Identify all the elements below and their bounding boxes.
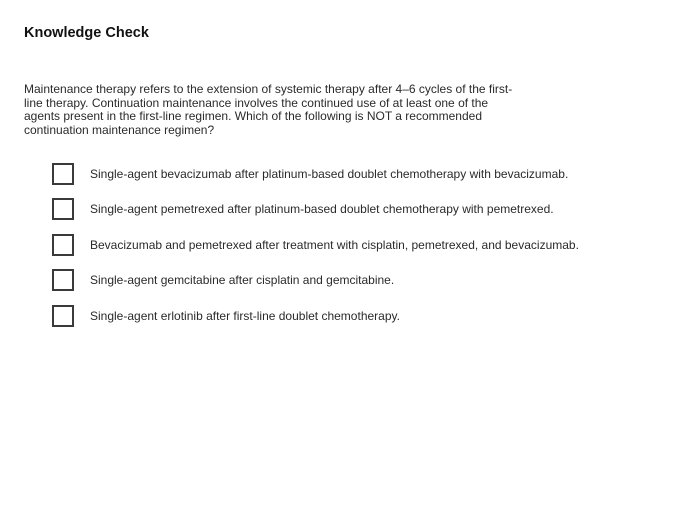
checkbox[interactable] (52, 198, 74, 220)
option-label: Single-agent bevacizumab after platinum-based doublet chemotherapy with bevacizumab. (90, 166, 569, 181)
answer-option-3[interactable] (52, 233, 672, 256)
checkbox[interactable] (52, 163, 74, 185)
checkbox[interactable] (52, 269, 74, 291)
option-label: Bevacizumab and pemetrexed after treatment with cisplatin, pemetrexed, and bevacizumab. (90, 237, 579, 252)
option-label: Single-agent erlotinib after first-line doublet chemotherapy. (90, 308, 400, 323)
answer-options (52, 162, 672, 340)
answer-option-2[interactable] (52, 198, 672, 221)
answer-option-5[interactable] (52, 304, 672, 327)
checkbox[interactable] (52, 305, 74, 327)
option-label: Single-agent pemetrexed after platinum-based doublet chemotherapy with pemetrexed. (90, 202, 554, 217)
question-text: Maintenance therapy refers to the extension of systemic therapy after 4–6 cycles of the first-line therapy. Continuation maintenance involves the continued use of at least one of the agents present in the first-line regimen. Which of the following is NOT a recommended continuation maintenance regimen? (24, 82, 513, 137)
page-title: Knowledge Check (24, 25, 149, 41)
answer-option-4[interactable] (52, 269, 672, 292)
answer-option-1[interactable] (52, 162, 672, 185)
checkbox[interactable] (52, 234, 74, 256)
option-label: Single-agent gemcitabine after cisplatin and gemcitabine. (90, 273, 395, 288)
